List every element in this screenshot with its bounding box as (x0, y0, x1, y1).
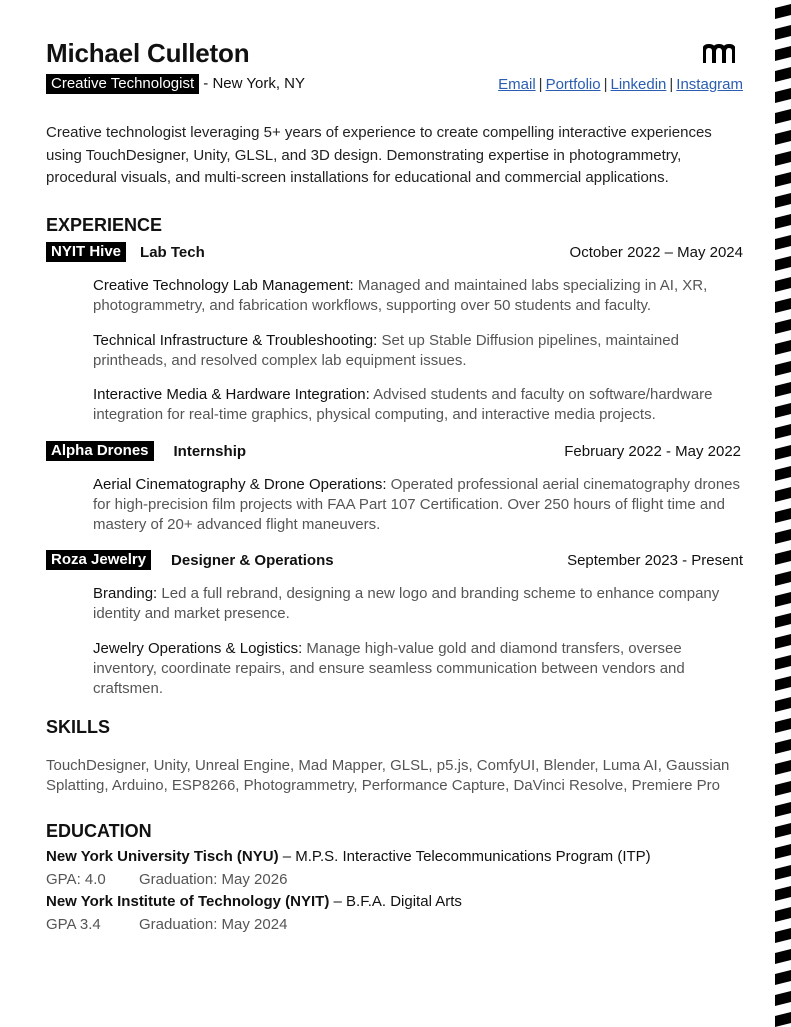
edge-stripe (775, 676, 791, 691)
edge-stripe (775, 193, 791, 208)
org-tag: Roza Jewelry (46, 550, 151, 570)
degree: – M.P.S. Interactive Telecommunications Program (ITP) (278, 848, 651, 865)
edge-stripe (775, 529, 791, 544)
edge-stripe (775, 697, 791, 712)
portfolio-link[interactable]: Portfolio (545, 76, 601, 93)
edge-stripe (775, 298, 791, 313)
edge-stripe (775, 760, 791, 775)
bullet-text: Led a full rebrand, designing a new logo and branding scheme to enhance company identity and market presence. (93, 585, 720, 622)
job-bullet (93, 331, 743, 371)
edge-stripe (775, 844, 791, 859)
edge-stripe (775, 4, 791, 19)
education-meta (46, 916, 288, 933)
bullet-text: Operated professional aerial cinematography drones for high-precision film projects with FAA Part 107 Certification. Over 250 hours of flight time and mastery of 20+ advanced flight maneuvers. (93, 476, 741, 533)
edge-stripe (775, 550, 791, 565)
edge-stripe (775, 109, 791, 124)
degree: – B.F.A. Digital Arts (329, 893, 462, 910)
edge-stripe (775, 487, 791, 502)
mc-monogram-icon (703, 44, 735, 64)
link-separator: | (669, 76, 674, 93)
candidate-name: Michael Culleton (46, 38, 250, 68)
edge-stripe (775, 67, 791, 82)
job-bullet (93, 639, 743, 699)
edge-stripe (775, 886, 791, 901)
edge-stripe (775, 88, 791, 103)
skills-list: TouchDesigner, Unity, Unreal Engine, Mad Mapper, GLSL, p5.js, ComfyUI, Blender, Luma AI, Gaussian Splatting, Arduino, ESP8266, Photogrammetry, Performance Capture, DaVinci Resolve, Premiere Pro (46, 757, 730, 794)
edge-stripe (775, 991, 791, 1006)
edge-stripe (775, 634, 791, 649)
subtitle-line (46, 75, 305, 92)
contact-links (498, 76, 743, 93)
edge-stripe (775, 613, 791, 628)
gpa: GPA: 4.0 (46, 871, 106, 888)
school-name: New York Institute of Technology (NYIT) (46, 893, 330, 910)
bullet-text: Advised students and faculty on software/hardware integration for real-time graphics, physical computing, and interactive media projects. (93, 386, 713, 423)
school-name: New York University Tisch (NYU) (46, 848, 279, 865)
location: - New York, NY (199, 75, 306, 92)
edge-stripe (775, 907, 791, 922)
edge-stripe (775, 361, 791, 376)
edge-stripe (775, 340, 791, 355)
edge-stripe (775, 466, 791, 481)
edge-stripe (775, 949, 791, 964)
job-bullet (93, 475, 743, 535)
bullet-lead: Jewelry Operations & Logistics: (93, 640, 303, 657)
page-edge-decoration (773, 0, 791, 1024)
edge-stripe (775, 403, 791, 418)
bullet-lead: Branding: (93, 585, 158, 602)
edge-stripe (775, 592, 791, 607)
edge-stripe (775, 928, 791, 943)
job-dates: September 2023 - Present (567, 551, 743, 569)
edge-stripe (775, 130, 791, 145)
edge-stripe (775, 214, 791, 229)
edge-stripe (775, 25, 791, 40)
job-role: Designer & Operations (171, 551, 334, 569)
summary-paragraph: Creative technologist leveraging 5+ years of experience to create compelling interactive experiences using TouchDesigner, Unity, GLSL, and 3D design. Demonstrating expertise in photogrammetry, procedural visuals, and multi-screen installations for educational and commercial applications. (46, 124, 712, 186)
education-heading: EDUCATION (46, 821, 152, 841)
edge-stripe (775, 424, 791, 439)
job-bullet (93, 385, 743, 425)
job-dates: October 2022 – May 2024 (569, 243, 743, 261)
education-entry (46, 893, 462, 910)
instagram-link[interactable]: Instagram (676, 76, 743, 93)
bullet-lead: Technical Infrastructure & Troubleshooting: (93, 332, 378, 349)
edge-stripe (775, 46, 791, 61)
org-tag: Alpha Drones (46, 441, 154, 461)
graduation-date: Graduation: May 2024 (139, 916, 288, 933)
edge-stripe (775, 718, 791, 733)
job-dates: February 2022 - May 2022 (564, 442, 741, 460)
title-tag: Creative Technologist (46, 74, 199, 94)
edge-stripe (775, 445, 791, 460)
edge-stripe (775, 970, 791, 985)
edge-stripe (775, 571, 791, 586)
edge-stripe (775, 277, 791, 292)
edge-stripe (775, 382, 791, 397)
linkedin-link[interactable]: Linkedin (610, 76, 667, 93)
education-entry (46, 848, 651, 865)
link-separator: | (538, 76, 543, 93)
graduation-date: Graduation: May 2026 (139, 871, 288, 888)
edge-stripe (775, 235, 791, 250)
edge-stripe (775, 865, 791, 880)
job-header (46, 242, 743, 262)
edge-stripe (775, 781, 791, 796)
gpa: GPA 3.4 (46, 916, 101, 933)
edge-stripe (775, 508, 791, 523)
job-role: Lab Tech (140, 243, 205, 261)
job-header (46, 550, 743, 570)
job-bullet (93, 584, 743, 624)
bullet-text: Manage high-value gold and diamond transfers, oversee inventory, coordinate repairs, and ensure seamless communication between vendors and craftsmen. (93, 640, 685, 697)
edge-stripe (775, 823, 791, 838)
org-tag: NYIT Hive (46, 242, 126, 262)
bullet-lead: Interactive Media & Hardware Integration: (93, 386, 370, 403)
job-role: Internship (173, 442, 247, 460)
edge-stripe (775, 256, 791, 271)
edge-stripe (775, 1012, 791, 1027)
edge-stripe (775, 655, 791, 670)
edge-stripe (775, 319, 791, 334)
bullet-lead: Aerial Cinematography & Drone Operations: (93, 476, 387, 493)
education-meta (46, 871, 288, 888)
email-link[interactable]: Email (498, 76, 536, 93)
job-header (46, 441, 741, 461)
edge-stripe (775, 151, 791, 166)
bullet-lead: Creative Technology Lab Management: (93, 277, 354, 294)
bullet-text: Managed and maintained labs specializing in AI, XR, photogrammetry, and fabrication workflows, supporting over 50 students and faculty. (93, 277, 708, 314)
skills-heading: SKILLS (46, 717, 111, 737)
edge-stripe (775, 172, 791, 187)
bullet-text: Set up Stable Diffusion pipelines, maintained printheads, and resolved complex lab equipment issues. (93, 332, 679, 369)
link-separator: | (603, 76, 608, 93)
edge-stripe (775, 739, 791, 754)
edge-stripe (775, 802, 791, 817)
experience-heading: EXPERIENCE (46, 215, 163, 235)
job-bullet (93, 276, 743, 316)
